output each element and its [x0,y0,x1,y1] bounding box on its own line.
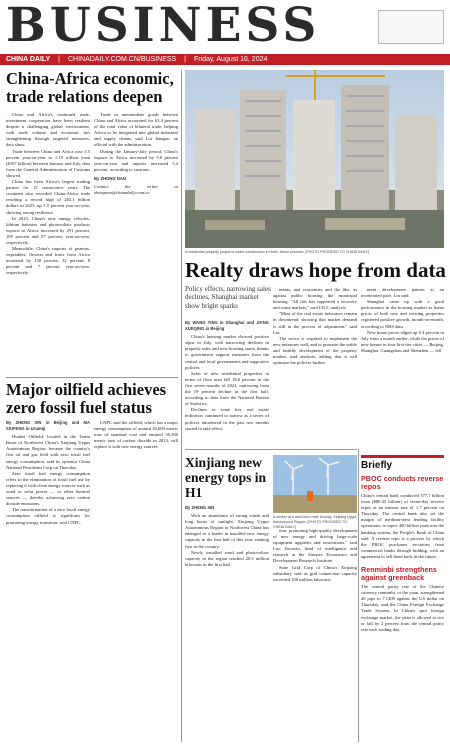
story-oilfield-col2 [94,420,178,742]
column-divider [358,449,359,742]
brief-title: Renminbi strengthens against greenback [361,565,437,583]
paragraph: Trade in intermediate goods between China and Africa accounted for 63.4 percent of the total value of bilateral trade, helping Africa to be integrated into global industrial and supply chains, said Liu Jianguo, an official with the administration. [94,112,178,148]
brief-text: The central parity rate of the Chinese currency renminbi, or the yuan, strengthened 40 pips to 7.1409 against the US dollar on Thursday, said the China Foreign Exchange Trade System. In China's spot foreign exchange market, the yuan is allowed to rise or fall by 2 percent from the central parity rate each trading day. [361,584,444,632]
publication-url: CHINADAILY.COM.CN/BUSINESS [67,56,177,63]
paragraph: China has been Africa's largest trading partner for 15 consecutive years. The continent also recorded China-Africa trade reaching a record high of 282.1 billion dollars in 2023, up 1.5 percent year-on-year, showing strong resilience. [6,179,90,215]
contact-line: Contact the writer at zhongnan@chinadaily.com.cn [94,184,178,196]
story-xinjiang-col2 [273,528,357,742]
briefly-label: Briefly [361,460,393,471]
briefly-column [361,475,444,742]
paragraph: With an abundance of strong winds and long hours of sunlight, Xinjiang Uygur Autonomous Region in Northwest China has emerged as a leader in installed new energy capacity in the first half of this year, ranking first in the country. [185,513,269,549]
story-xinjiang-headline: Xinjiang new energy tops in H1 [185,455,266,500]
wind-farm-photo-caption: A worker at a wind farm near Urumqi, Xinjiang Uygur Autonomous Region. [PHOTO PROVIDED TO CHINA DAILY] [273,515,357,529]
separator: | [184,56,186,63]
paragraph: Declines in some key real estate indicators continued to narrow as a series of policies introduced in the past two months started to take effect. [185,407,269,431]
wind-farm-photo-image [273,455,357,513]
story-realty-deck: Policy effects, narrowing sales declines, Shanghai market show bright sparks [185,285,271,310]
story-china-africa-col1 [6,112,90,374]
paragraph: ment development pattern at an accelerated pace, Lin said. [361,287,444,299]
publication-strip [0,54,450,65]
divider [185,449,357,450]
paragraph: Zero fossil fuel energy consumption refers to the elimination of fossil fuel use by replacing it with clean energy sources such as wind or solar power — or other thermal sources — thereby achieving zero carbon dioxide emissions. [6,470,90,507]
story-china-africa-headline: China-Africa economic, trade relations deepen [6,69,174,106]
advertisement-box [378,10,444,44]
byline: By WANG YING in Shanghai and JIANG XUEQING in Beijing [185,320,269,332]
paragraph: China and Africa's continued trade, investment cooperation have been resilient despite a challenging global environment, with trade volume and economic ties strengthening through targeted measures, data show. [6,112,90,148]
publication-date: Friday, August 16, 2024 [193,56,268,63]
paragraph: Trade between China and Africa rose 5.5 percent year-on-year to 1.19 trillion yuan ($167 billion) between January and July, data from the General Administration of Customs showed. [6,148,90,178]
construction-photo-caption: A residential property project is under construction in Hefei, Anhui province. [PHOTO PROVIDED TO CHINA DAILY] [185,250,369,254]
construction-photo [185,70,444,248]
story-realty-col1 [185,320,269,445]
story-china-africa-col2 [94,112,178,374]
byline: By ZHENG XIN [185,505,215,510]
brief-title: PBOC conducts reverse repos [361,475,444,491]
divider [6,377,178,378]
paragraph: The transformation of a zero fossil energy consumption oilfield is significant for promoting energy transition, said CNPC. [6,507,90,525]
paragraph: Sales of new residential properties in terms of floor area fell 18.6 percent in the first seven months of 2024, narrowing from the 19 percent decline in the first half, according to data from the National Bureau of Statistics. [185,370,269,407]
byline: By ZHENG XIN in Beijing and MA XIUFENG in Urumqi [6,420,90,432]
briefly-rule [361,455,444,458]
paragraph: New home prices edged up 0.4 percent in July from a month earlier, while the prices of new homes in four first-tier cities — Beijing, Shanghai, Guangzhou and Shenzhen — fell. [361,329,444,353]
paragraph: In 2023, China's new energy vehicles, lithium batteries and photovoltaic products exports to Africa increased by 291 percent, 109 percent and 57 percent, year-on-year, respectively. [6,215,90,245]
masthead [0,0,450,54]
brief-text: China's central bank conducted 577.7 billion yuan ($80.45 billion) of seven-day reverse repos at an interest rate of 1.7 percent on Thursday. The central bank also set the margin of medium-term lending facility operations, to inject 400 billion yuan into the banking system, the People's Bank of China said. A reverse repo is a process by which the PBOC purchases securities from commercial banks through bidding, with an agreement to sell them back in the future. [361,493,444,559]
paragraph: China's housing market showed positive signs in July, with narrowing declines in property sales and new housing starts, thanks to government support measures from the central and local governments and supportive policies. [185,334,269,370]
story-oilfield-headline: Major oilfield achieves zero fossil fuel status [6,380,167,417]
story-realty-headline: Realty draws hope from data [185,258,446,282]
paragraph: tion, promoting high-quality development of new energy and driving large-scale equipment upgrades and renovations," said Luo Zuoxian, head of intelligence and research at the Sinopec Economics and Development Research Institute. [273,528,357,564]
paragraph: Meanwhile, China's imports of peanuts, vegetables, flowers and fruits from Africa increased by 130 percent, 32 percent, 8 percent and 7 percent year-on-year, respectively. [6,246,90,276]
story-xinjiang-col1 [185,505,269,742]
paragraph: State Grid Corp of China's Xinjiang subsidiary said its grid connection capacity exceeded 100 million kilowatts. [273,564,357,582]
story-realty-col3 [361,287,444,445]
paragraph: During the January-July period, China's exports to Africa increased by 5.6 percent year-on-year and imports increased 5.4 percent, according to customs. [94,148,178,172]
paragraph: CNPC said the oilfield, which has a major energy consumption of around 20,600 metric tons of standard coal and emitted 56,300 metric tons of carbon dioxide in 2023, will replace it with new energy sources. [94,420,178,450]
byline: By ZHONG NAN [94,175,126,181]
paragraph: Newly installed wind and photovoltaic capacity in the region reached 20.5 million kilowatts in the first half. [185,549,269,567]
publication-name: CHINA DAILY [6,56,51,63]
separator: | [58,56,60,63]
paragraph: "Most of the real estate indicators remain in downtrend, showing that market demand is still in the process of adjustment," said Liu. [273,311,357,335]
section-title: BUSINESS [6,0,321,53]
paragraph: The sector is required to implement the new measures well, and to promote the stable and healthy development of the property market, said analysts, adding that it will optimize the policies further. [273,335,357,366]
paragraph: Huabei Oilfield, located in the Tarim Basin of Northwest China's Xinjiang Uygur Autonomous Region, became the country's first oil and gas field with zero fossil fuel energy consumption, said its operator China National Petroleum Corp on Thursday. [6,434,90,470]
paragraph: ments, and economies and the like, as against public housing the municipal housing. "All this has supported a recovery and some markets," said CICC analysts. [273,287,357,311]
column-divider [181,70,182,742]
story-realty-col2 [273,287,357,445]
construction-photo-image [185,70,444,248]
wind-farm-photo [273,455,357,513]
story-oilfield-col1 [6,420,90,742]
paragraph: Shanghai came up with a good performance in the housing market as home prices of both new and existing properties registered positive growth, month-on-month, according to NBS data. [361,299,444,329]
